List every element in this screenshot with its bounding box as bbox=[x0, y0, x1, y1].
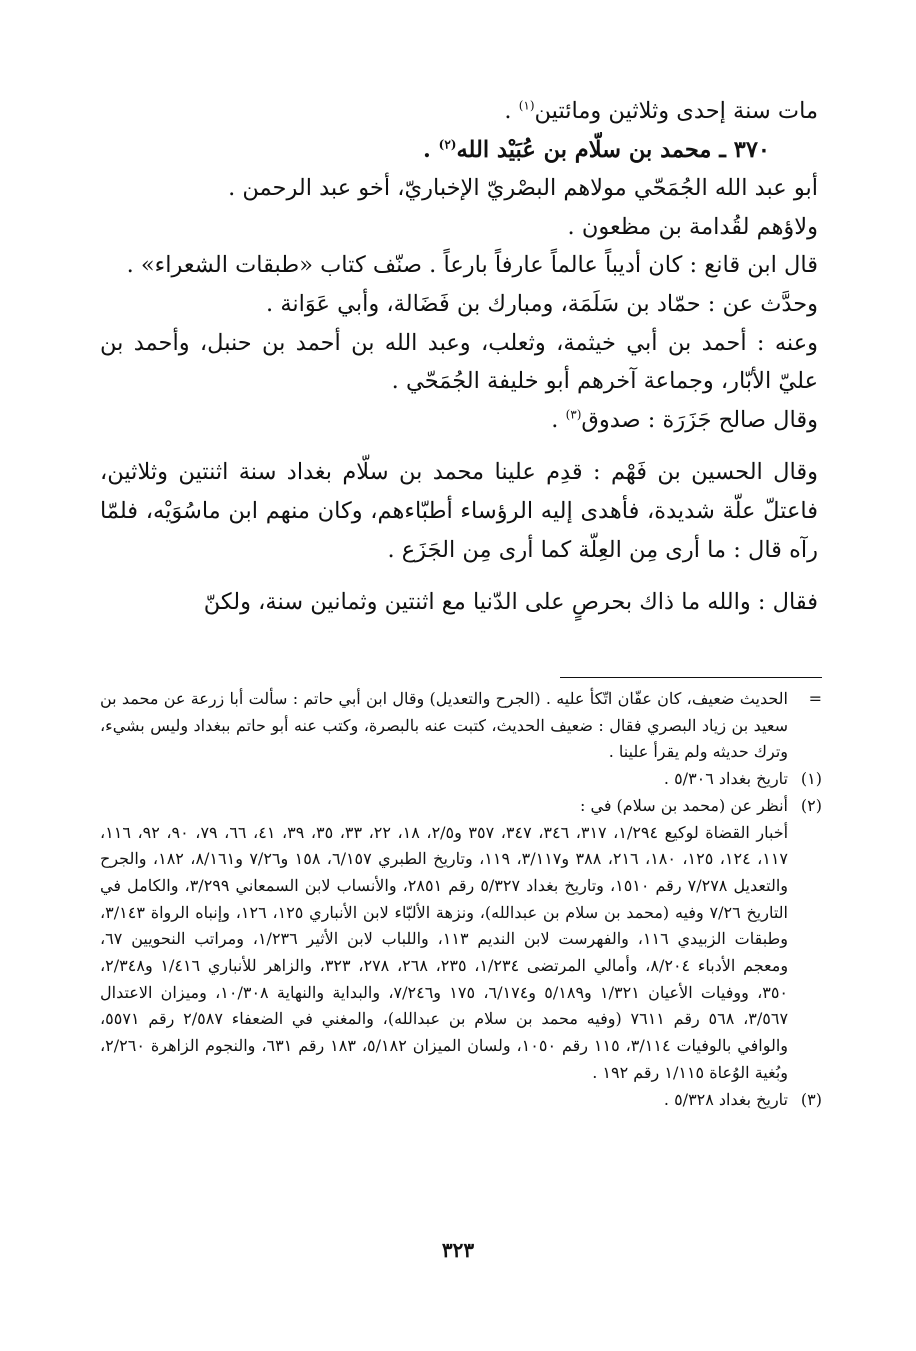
paragraph-students: وعنه : أحمد بن أبي خيثمة، وثعلب، وعبد الله بن أحمد بن حنبل، وأحمد بن عليّ الأبّار، وجماعة آخرهم أبو خليفة الجُمَحّي . bbox=[100, 329, 818, 395]
footnote-divider bbox=[560, 677, 822, 678]
footnote-ref[interactable]: (١) bbox=[518, 98, 535, 113]
footnote-2 bbox=[100, 793, 822, 1087]
page-number: ٣٢٣ bbox=[441, 1238, 475, 1262]
paragraph-husayn: وقال الحسين بن فَهْم : قدِم علينا محمد بن سلّام بغداد سنة اثنتين وثلاثين، فاعتلّ علّة شديدة، فأهدى إليه الرؤساء أطبّاءهم، وكان منهم ابن ماسُوَيْه، فلمّا رآه قال : ما أرى مِن العِلّة كما أرى مِن الجَزَع . bbox=[100, 459, 818, 563]
entry-title: ٣٧٠ ـ محمد بن سلّام بن عُبَيْد الله bbox=[456, 136, 770, 163]
text-segment: . bbox=[551, 406, 566, 433]
text-segment: . bbox=[422, 136, 439, 163]
text-line: ولاؤهم لقُدامة بن مظعون . bbox=[567, 213, 818, 240]
entry-heading bbox=[100, 131, 818, 170]
footnote-marker: (٢) bbox=[800, 795, 822, 815]
text-line bbox=[100, 401, 818, 440]
text-line: وحدَّث عن : حمّاد بن سَلَمَة، ومبارك بن فَضَالة، وأبي عَوَانة . bbox=[266, 290, 818, 317]
footnote-ref[interactable]: (٢) bbox=[438, 137, 457, 152]
text-line: قال ابن قانع : كان أديباً عالماً عارفاً بارعاً . صنّف كتاب «طبقات الشعراء» . bbox=[126, 252, 818, 279]
text-segment: مات سنة إحدى وثلاثين ومائتين bbox=[534, 98, 818, 124]
footnotes bbox=[100, 686, 822, 1113]
footnote-body bbox=[100, 793, 788, 1087]
footnote-body: الحديث ضعيف، كان عفّان اتّكأ عليه . (الجرح والتعديل) وقال ابن أبي حاتم : سألت أبا زرعة عن محمد بن سعيد بن زياد البصري فقال : ضعيف الحديث، كتبت عنه بالبصرة، وكتب عنه أبو حاتم ببغداد وليس بشيء، وترك حديثه ولم يقرأ علينا . bbox=[100, 689, 788, 762]
text-segment: وقال صالح جَزَرَة : صدوق bbox=[581, 406, 818, 433]
main-text bbox=[100, 92, 818, 622]
footnote-3 bbox=[100, 1087, 822, 1114]
footnote-ref[interactable]: (٣) bbox=[565, 407, 582, 422]
footnote-sources: أخبار القضاة لوكيع ١/٢٩٤، ٣١٧، ٣٤٦، ٣٤٧، ٣٥٧ و٢/٥، ١٨، ٢٢، ٣٣، ٣٥، ٣٩، ٤١، ٦٦، ٧٩، ٩٠، ٩٢، ١١٦، ١١٧، ١٢٤، ١٢٥، ١٨٠، ٢١٦، ٣٨٨ و٣/١١٧، ١١٩، وتاريخ الطبري ٦/١٥٧، ١٥٨ و٧/٢٦ و٨/١٦١، ١٨٢، والجرح والتعديل ٧/٢٧٨ رقم ١٥١٠، وتاريخ بغداد ٥/٣٢٧ رقم ٢٨٥١، والأنساب لابن السمعاني ٣/٢٩٩، والكامل في التاريخ ٧/٢٦ وفيه (محمد بن سلام بن عبدالله)، ونزهة الألبّاء لابن الأنباري ١٢٥، ١٢٦، وإنباه الرواة ٣/١٤٣، وطبقات الزبيدي ١١٦، والفهرست لابن النديم ١١٣، واللباب لابن الأثير ١/٢٣٦، ومراتب النحويين ٦٧، ومعجم الأدباء ٨/٢٠٤، وأمالي المرتضى ١/٢٣٤، ٢٣٥، ٢٦٨، ٢٧٨، ٣٢٣، والزاهر للأنباري ١/٤١٦ و٢/٣٤٨، ٣٥٠، ووفيات الأعيان ١/٣٢١ و٥/١٨٩ و٦/١٧٤، ١٧٥ و٧/٢٤٦، والبداية والنهاية ١٠/٣٠٨، وميزان الاعتدال ٣/٥٦٧، ٥٦٨ رقم ٧٦١١ (وفيه محمد بن سلام بن عبدالله)، والمغني في الضعفاء ٢/٥٨٧ رقم ٥٥٧١، والوافي بالوفيات ٣/١١٤، ١١٥ رقم ١٠٥٠، ولسان الميزان ٥/١٨٢، ١٨٣ رقم ٦٣١، والنجوم الزاهرة ٢/٢٦٠، وبُغية الوُعاة ١/١١٥ رقم ١٩٢ . bbox=[100, 822, 789, 1082]
footnote-marker: = bbox=[808, 689, 822, 708]
text-line bbox=[100, 92, 818, 131]
footnote-marker: (٣) bbox=[800, 1089, 822, 1109]
paragraph-last: فقال : والله ما ذاك بحرصٍ على الدّنيا مع اثنتين وثمانين سنة، ولكنّ bbox=[203, 589, 818, 616]
footnote-intro: أنظر عن (محمد بن سلام) في : bbox=[580, 795, 788, 815]
text-line: أبو عبد الله الجُمَحّي مولاهم البصْريّ الإخباريّ، أخو عبد الرحمن . bbox=[228, 175, 818, 202]
footnote-body: تاريخ بغداد ٥/٣٠٦ . bbox=[663, 769, 788, 789]
footnote-1 bbox=[100, 766, 822, 793]
text-segment: . bbox=[504, 98, 519, 124]
footnote-body: تاريخ بغداد ٥/٣٢٨ . bbox=[663, 1089, 788, 1109]
footnote-marker: (١) bbox=[800, 769, 822, 789]
footnote-continuation bbox=[100, 686, 822, 766]
